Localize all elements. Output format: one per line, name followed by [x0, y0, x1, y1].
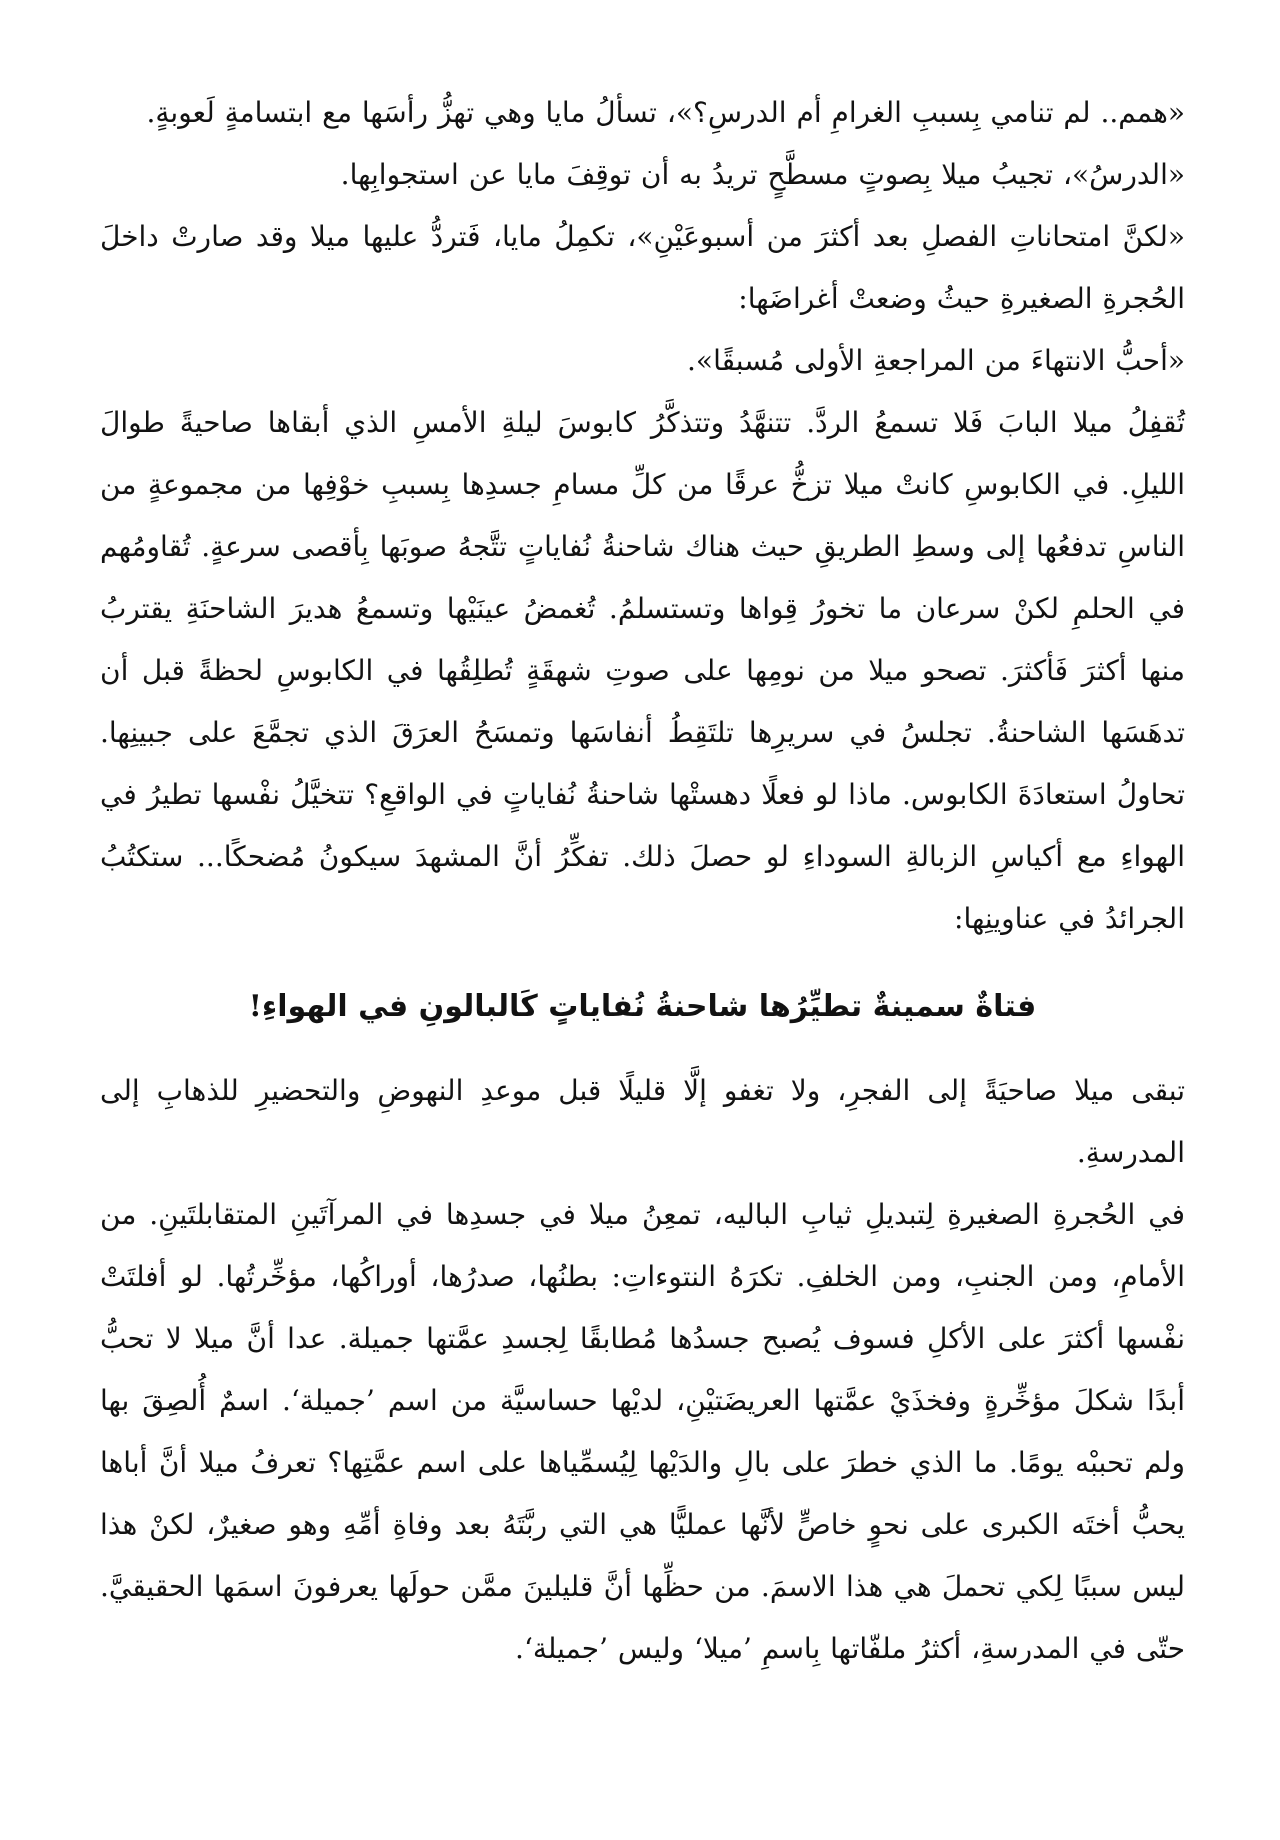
story-paragraph-dialogue-mila: «الدرسُ»، تجيبُ ميلا بِصوتٍ مسطَّحٍ تريدُ به أن توقِفَ مايا عن استجوابِها.	[340, 158, 1185, 191]
newspaper-headline: فتاةٌ سمينةٌ تطيِّرُها شاحنةُ نُفاياتٍ كَالبالونِ في الهواءِ!	[248, 989, 1037, 1024]
story-paragraph-dialogue-exams: «لكنَّ امتحاناتِ الفصلِ بعد أكثرَ من أسبوعَيْنِ»، تكمِلُ مايا، فَتردُّ عليها ميلا وقد صارتْ داخلَ الحُجرةِ الصغيرةِ حيثُ وضعتْ أغراضَها:	[100, 220, 1185, 315]
story-paragraph-nightmare: تُقفِلُ ميلا البابَ فَلا تسمعُ الردَّ. تتنهَّدُ وتتذكَّرُ كابوسَ ليلةِ الأمسِ الذي أبقاها صاحيةً طوالَ الليلِ. في الكابوسِ كانتْ ميلا تزخُّ عرقًا من كلِّ مسامِ جسدِها بِسببِ خوْفِها من مجموعةٍ من الناسِ تدفعُها إلى وسطِ الطريقِ حيث هناك شاحنةُ نُفاياتٍ تتَّجهُ صوبَها بِأقصى سرعةٍ. تُقاومُهم في الحلمِ لكنْ سرعان ما تخورُ قِواها وتستسلمُ. تُغمضُ عينَيْها وتسمعُ هديرَ الشاحنَةِ يقتربُ منها أكثرَ فَأكثرَ. تصحو ميلا من نومِها على صوتِ شهقَةٍ تُطلِقُها في الكابوسِ لحظةً قبل أن تدهَسَها الشاحنةُ. تجلسُ في سريرِها تلتَقِطُ أنفاسَها وتمسَحُ العرَقَ الذي تجمَّعَ على جبينِها. تحاولُ استعادَةَ الكابوس. ماذا لو فعلًا دهستْها شاحنةُ نُفاياتٍ في الواقعِ؟ تتخيَّلُ نفْسها تطيرُ في الهواءِ مع أكياسِ الزبالةِ السوداءِ لو حصلَ ذلك. تفكِّرُ أنَّ المشهدَ سيكونُ مُضحكًا... ستكتُبُ الجرائدُ في عناوينِها:	[100, 406, 1185, 935]
story-paragraph-dialogue-review: «أحبُّ الانتهاءَ من المراجعةِ الأولى مُسبقًا».	[687, 344, 1185, 377]
story-paragraph-dialogue-maya: «همم.. لم تنامي بِسببِ الغرامِ أم الدرسِ؟»، تسألُ مايا وهي تهزُّ رأسَها مع ابتسامةٍ لَعوبةٍ.	[146, 96, 1185, 129]
story-paragraph-mirrors-name: في الحُجرةِ الصغيرةِ لِتبديلِ ثيابِ الباليه، تمعِنُ ميلا في جسدِها في المرآتَينِ المتقابلتَينِ. من الأمامِ، ومن الجنبِ، ومن الخلفِ. تكرَهُ النتوءاتِ: بطنُها، صدرُها، أوراكُها، مؤخِّرتُها. لو أفلتَتْ نفْسها أكثرَ على الأكلِ فسوف يُصبح جسدُها مُطابقًا لِجسدِ عمَّتها جميلة. عدا أنَّ ميلا لا تحبُّ أبدًا شكلَ مؤخِّرةٍ وفخذَيْ عمَّتها العريضَتيْنِ، لديْها حساسيَّة من اسم ’جميلة‘. اسمٌ أُلصِقَ بها ولم تحببْه يومًا. ما الذي خطرَ على بالِ والدَيْها لِيُسمِّياها على اسم عمَّتِها؟ تعرفُ ميلا أنَّ أباها يحبُّ أختَه الكبرى على نحوٍ خاصٍّ لأنَّها عمليًّا هي التي ربَّتَهُ بعد وفاةِ أمِّهِ وهو صغيرٌ، لكنْ هذا ليس سببًا لِكي تحملَ هي هذا الاسمَ. من حظِّها أنَّ قليلينَ ممَّن حولَها يعرفونَ اسمَها الحقيقيَّ. حتّى في المدرسةِ، أكثرُ ملفّاتها بِاسمِ ’ميلا‘ وليس ’جميلة‘.	[100, 1198, 1185, 1665]
story-paragraph-dawn: تبقى ميلا صاحيَةً إلى الفجرِ، ولا تغفو إلَّا قليلًا قبل موعدِ النهوضِ والتحضيرِ للذهابِ إلى المدرسةِ.	[100, 1074, 1185, 1169]
